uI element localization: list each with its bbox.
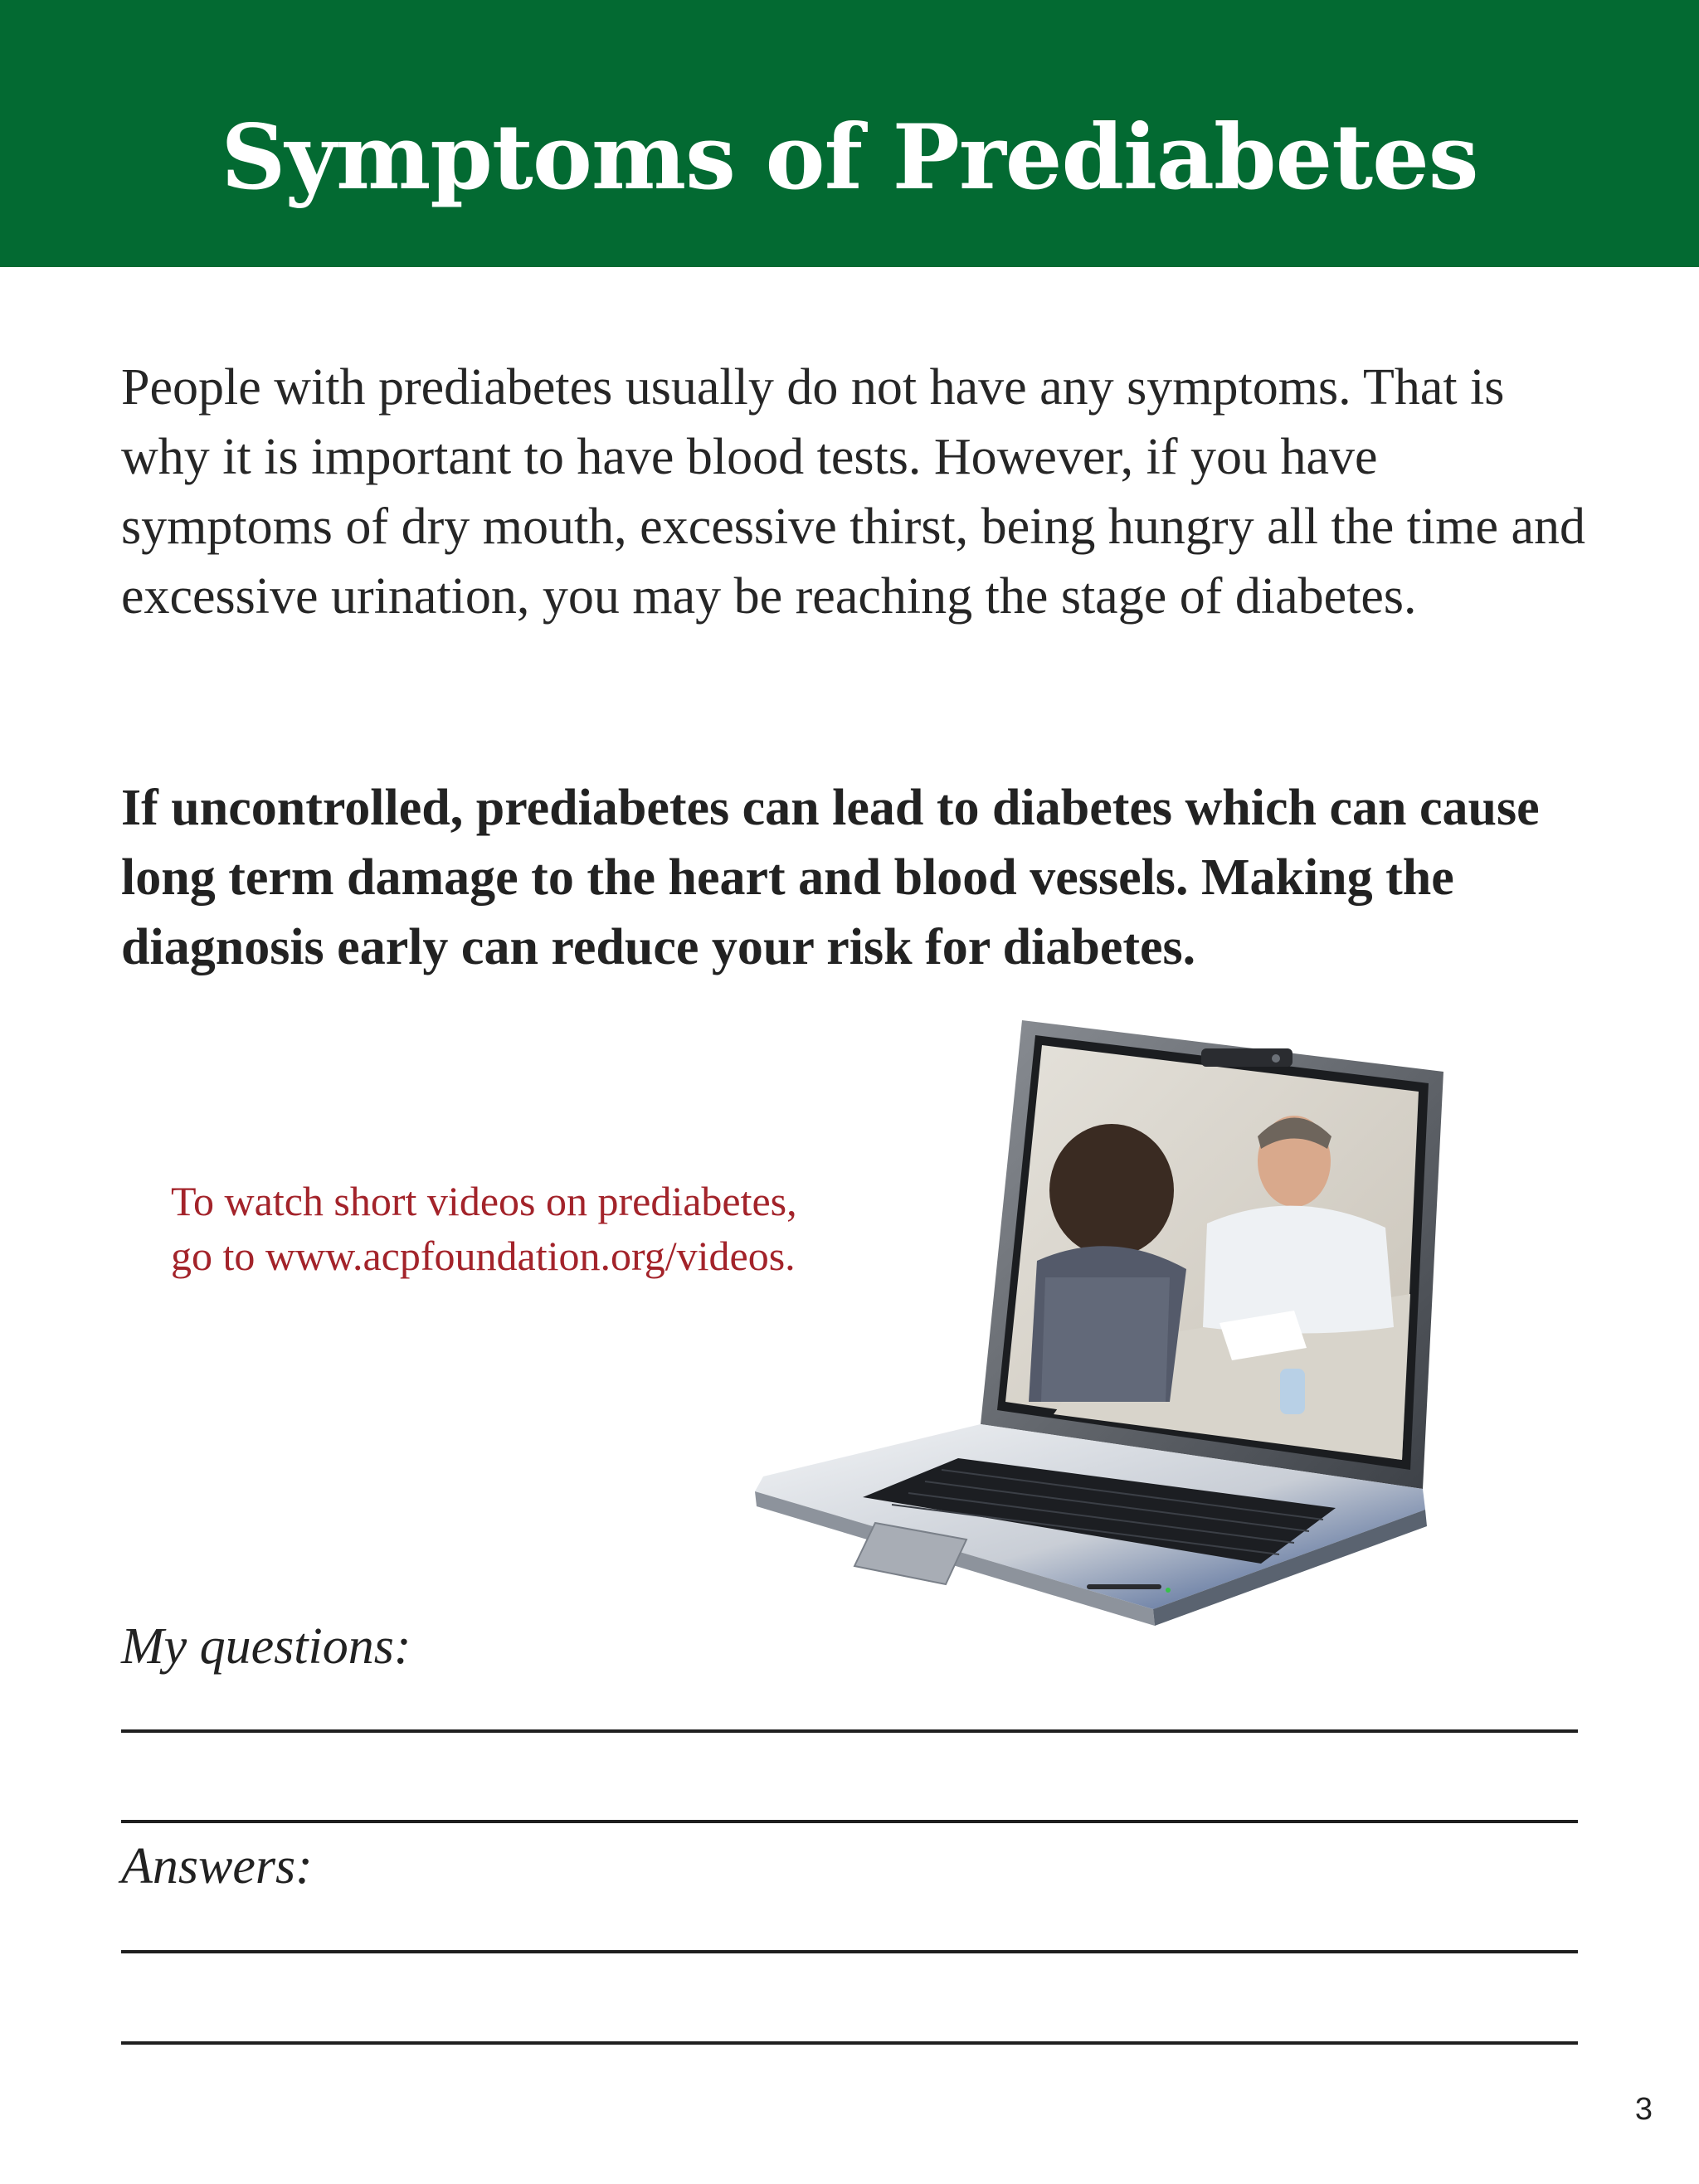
question-line-2[interactable]	[121, 1820, 1578, 1823]
warning-paragraph: If uncontrolled, prediabetes can lead to diabetes which can cause long term damage to the heart and blood vessels. Making the diagnosis early can reduce your risk for diabetes.	[121, 780, 1540, 975]
question-line-1[interactable]	[121, 1729, 1578, 1733]
answer-line-2[interactable]	[121, 2041, 1578, 2045]
page-header	[0, 0, 1699, 267]
answer-line-1[interactable]	[121, 1950, 1578, 1953]
page-title: Symptoms of Prediabetes	[221, 105, 1478, 210]
page-number: 3	[1634, 2092, 1653, 2127]
questions-label: My questions:	[121, 1618, 411, 1675]
video-note-line-2: go to www.acpfoundation.org/videos.	[171, 1233, 796, 1279]
laptop-icon	[755, 1012, 1452, 1626]
laptop-screen	[981, 1020, 1443, 1489]
intro-paragraph: People with prediabetes usually do not have any symptoms. That is why it is important to have blood tests. However, if you have symptoms of dry mouth, excessive thirst, being hungry all the time and excessive urination, you may be reaching the stage of diabetes.	[121, 359, 1586, 625]
answers-label: Answers:	[121, 1838, 313, 1895]
video-note-line-1: To watch short videos on prediabetes,	[171, 1178, 797, 1224]
